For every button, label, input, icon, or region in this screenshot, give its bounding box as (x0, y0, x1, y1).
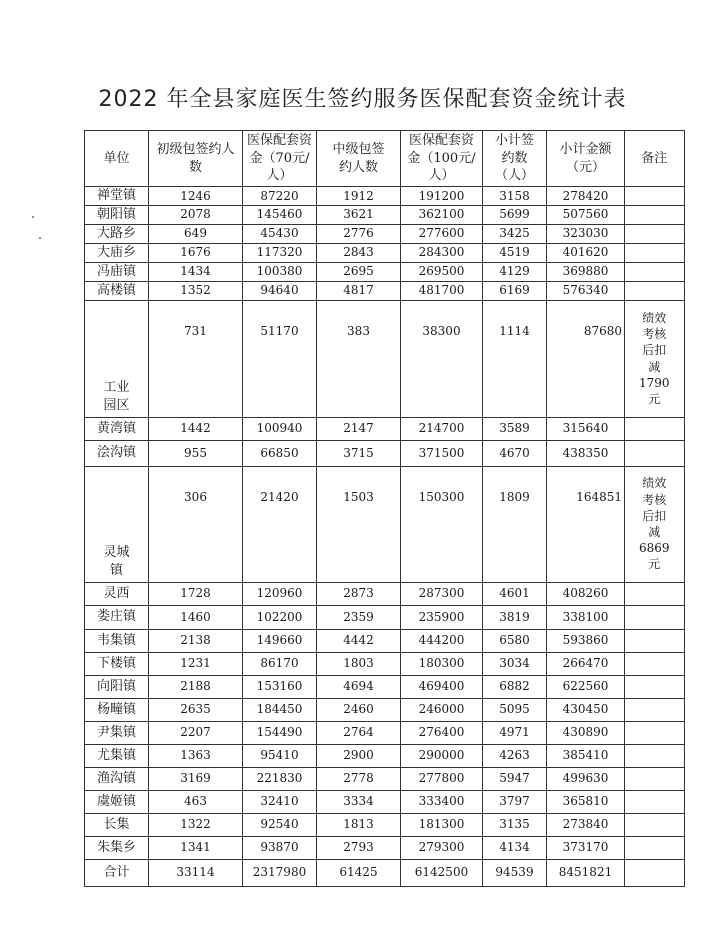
mid-funds-cell: 150300 (401, 466, 483, 582)
subtotal-count-cell: 4601 (483, 582, 547, 605)
scan-speck (32, 216, 34, 218)
primary-funds-cell: 102200 (243, 605, 317, 629)
primary-funds-cell: 86170 (243, 652, 317, 675)
mid-count-cell: 2793 (317, 836, 401, 859)
primary-count-cell: 1352 (149, 281, 243, 300)
unit-cell: 杨疃镇 (85, 698, 149, 721)
subtotal-amount-cell: 365810 (547, 790, 625, 813)
subtotal-amount-cell: 507560 (547, 205, 625, 224)
mid-count-cell: 1813 (317, 813, 401, 836)
page-title: 2022 年全县家庭医生签约服务医保配套资金统计表 (98, 87, 627, 112)
subtotal-amount-cell: 430890 (547, 721, 625, 744)
table-row (85, 224, 685, 243)
mid-count-cell: 2873 (317, 582, 401, 605)
subtotal-count-cell: 6882 (483, 675, 547, 698)
header-subtotal-amount: 小计金额（元） (547, 131, 625, 187)
unit-cell: 大路乡 (85, 224, 149, 243)
mid-funds-cell: 180300 (401, 652, 483, 675)
primary-funds-cell: 94640 (243, 281, 317, 300)
header-note: 备注 (625, 131, 685, 187)
mid-count-cell: 2764 (317, 721, 401, 744)
mid-count-cell: 3334 (317, 790, 401, 813)
note-cell (625, 281, 685, 300)
mid-funds-cell: 284300 (401, 243, 483, 262)
mid-funds-cell: 276400 (401, 721, 483, 744)
unit-cell: 渔沟镇 (85, 767, 149, 790)
note-cell (625, 790, 685, 813)
scan-speck (39, 237, 41, 239)
mid-funds-cell: 277800 (401, 767, 483, 790)
note-cell (625, 767, 685, 790)
unit-cell: 冯庙镇 (85, 262, 149, 281)
primary-count-cell: 463 (149, 790, 243, 813)
mid-count-cell: 2900 (317, 744, 401, 767)
note-cell (625, 417, 685, 440)
mid-funds-cell: 38300 (401, 300, 483, 417)
primary-count-cell: 33114 (149, 859, 243, 886)
mid-funds-cell: 481700 (401, 281, 483, 300)
table-row (85, 582, 685, 605)
mid-funds-cell: 279300 (401, 836, 483, 859)
table-row (85, 813, 685, 836)
unit-cell: 黄湾镇 (85, 417, 149, 440)
header-subtotal-count: 小计签约数（人） (483, 131, 547, 187)
primary-funds-cell: 154490 (243, 721, 317, 744)
mid-funds-cell: 444200 (401, 629, 483, 652)
subtotal-amount-cell: 438350 (547, 440, 625, 466)
subtotal-amount-cell: 430450 (547, 698, 625, 721)
subtotal-count-cell: 6169 (483, 281, 547, 300)
subtotal-count-cell: 5699 (483, 205, 547, 224)
subtotal-count-cell: 4670 (483, 440, 547, 466)
subtotal-amount-cell: 87680 (547, 300, 625, 417)
primary-count-cell: 955 (149, 440, 243, 466)
primary-funds-cell: 153160 (243, 675, 317, 698)
subtotal-count-cell: 3589 (483, 417, 547, 440)
subtotal-amount-cell: 369880 (547, 262, 625, 281)
table-row (85, 300, 685, 417)
subtotal-count-cell: 3034 (483, 652, 547, 675)
subtotal-count-cell: 94539 (483, 859, 547, 886)
mid-funds-cell: 235900 (401, 605, 483, 629)
unit-cell: 虞姬镇 (85, 790, 149, 813)
primary-count-cell: 1728 (149, 582, 243, 605)
mid-count-cell: 1912 (317, 187, 401, 206)
primary-count-cell: 1231 (149, 652, 243, 675)
unit-cell: 工业园区 (85, 300, 149, 417)
primary-funds-cell: 2317980 (243, 859, 317, 886)
table-row (85, 605, 685, 629)
primary-funds-cell: 45430 (243, 224, 317, 243)
note-cell (625, 187, 685, 206)
primary-count-cell: 1442 (149, 417, 243, 440)
primary-funds-cell: 100380 (243, 262, 317, 281)
subtotal-amount-cell: 273840 (547, 813, 625, 836)
mid-count-cell: 1503 (317, 466, 401, 582)
subtotal-amount-cell: 408260 (547, 582, 625, 605)
unit-cell: 韦集镇 (85, 629, 149, 652)
primary-funds-cell: 32410 (243, 790, 317, 813)
mid-funds-cell: 469400 (401, 675, 483, 698)
table-row (85, 629, 685, 652)
note-cell (625, 721, 685, 744)
subtotal-amount-cell: 401620 (547, 243, 625, 262)
subtotal-amount-cell: 385410 (547, 744, 625, 767)
table-row (85, 262, 685, 281)
table-row (85, 205, 685, 224)
subtotal-amount-cell: 576340 (547, 281, 625, 300)
subtotal-amount-cell: 499630 (547, 767, 625, 790)
note-cell (625, 836, 685, 859)
subtotal-count-cell: 1809 (483, 466, 547, 582)
note-cell (625, 440, 685, 466)
mid-funds-cell: 333400 (401, 790, 483, 813)
primary-count-cell: 1363 (149, 744, 243, 767)
subtotal-amount-cell: 593860 (547, 629, 625, 652)
primary-count-cell: 2207 (149, 721, 243, 744)
mid-funds-cell: 191200 (401, 187, 483, 206)
header-primary-funds: 医保配套资金（70元/人） (243, 131, 317, 187)
unit-cell: 浍沟镇 (85, 440, 149, 466)
note-cell (625, 813, 685, 836)
table-row (85, 790, 685, 813)
primary-count-cell: 1460 (149, 605, 243, 629)
mid-count-cell: 2776 (317, 224, 401, 243)
mid-count-cell: 4817 (317, 281, 401, 300)
primary-count-cell: 2078 (149, 205, 243, 224)
note-cell (625, 629, 685, 652)
unit-cell: 下楼镇 (85, 652, 149, 675)
primary-funds-cell: 95410 (243, 744, 317, 767)
unit-cell: 娄庄镇 (85, 605, 149, 629)
unit-cell: 朱集乡 (85, 836, 149, 859)
note-cell (625, 243, 685, 262)
mid-funds-cell: 277600 (401, 224, 483, 243)
primary-count-cell: 1676 (149, 243, 243, 262)
primary-count-cell: 1341 (149, 836, 243, 859)
mid-count-cell: 2359 (317, 605, 401, 629)
primary-funds-cell: 117320 (243, 243, 317, 262)
mid-funds-cell: 287300 (401, 582, 483, 605)
primary-funds-cell: 87220 (243, 187, 317, 206)
unit-cell: 灵西 (85, 582, 149, 605)
unit-cell: 尤集镇 (85, 744, 149, 767)
subtotal-count-cell: 1114 (483, 300, 547, 417)
subtotal-amount-cell: 164851 (547, 466, 625, 582)
mid-funds-cell: 290000 (401, 744, 483, 767)
note-cell (625, 205, 685, 224)
subtotal-count-cell: 6580 (483, 629, 547, 652)
primary-funds-cell: 66850 (243, 440, 317, 466)
mid-count-cell: 2695 (317, 262, 401, 281)
unit-cell: 大庙乡 (85, 243, 149, 262)
subtotal-count-cell: 4263 (483, 744, 547, 767)
table-row (85, 243, 685, 262)
primary-funds-cell: 51170 (243, 300, 317, 417)
note-cell: 绩效考核后扣减6869元 (625, 466, 685, 582)
note-cell (625, 744, 685, 767)
mid-funds-cell: 181300 (401, 813, 483, 836)
note-cell (625, 224, 685, 243)
table-row (85, 417, 685, 440)
note-cell (625, 859, 685, 886)
note-cell (625, 652, 685, 675)
subtotal-count-cell: 5947 (483, 767, 547, 790)
primary-funds-cell: 21420 (243, 466, 317, 582)
subtotal-amount-cell: 266470 (547, 652, 625, 675)
table-row (85, 675, 685, 698)
mid-count-cell: 383 (317, 300, 401, 417)
subtotal-count-cell: 5095 (483, 698, 547, 721)
primary-count-cell: 306 (149, 466, 243, 582)
subtotal-count-cell: 3158 (483, 187, 547, 206)
subtotal-amount-cell: 278420 (547, 187, 625, 206)
subtotal-count-cell: 4971 (483, 721, 547, 744)
subtotal-amount-cell: 315640 (547, 417, 625, 440)
primary-funds-cell: 145460 (243, 205, 317, 224)
funds-table (84, 130, 685, 887)
unit-cell: 合计 (85, 859, 149, 886)
subtotal-amount-cell: 338100 (547, 605, 625, 629)
table-row (85, 187, 685, 206)
note-cell (625, 582, 685, 605)
subtotal-count-cell: 3819 (483, 605, 547, 629)
table-row (85, 836, 685, 859)
mid-count-cell: 4694 (317, 675, 401, 698)
header-primary-count: 初级包签约人数 (149, 131, 243, 187)
mid-funds-cell: 246000 (401, 698, 483, 721)
table-row (85, 652, 685, 675)
table-row (85, 744, 685, 767)
header-unit: 单位 (85, 131, 149, 187)
unit-cell: 高楼镇 (85, 281, 149, 300)
note-cell: 绩效考核后扣减1790元 (625, 300, 685, 417)
primary-funds-cell: 184450 (243, 698, 317, 721)
subtotal-count-cell: 4519 (483, 243, 547, 262)
subtotal-count-cell: 3797 (483, 790, 547, 813)
subtotal-count-cell: 3425 (483, 224, 547, 243)
subtotal-amount-cell: 373170 (547, 836, 625, 859)
header-row (85, 131, 685, 187)
primary-funds-cell: 120960 (243, 582, 317, 605)
mid-funds-cell: 362100 (401, 205, 483, 224)
subtotal-amount-cell: 323030 (547, 224, 625, 243)
table-row (85, 767, 685, 790)
primary-funds-cell: 100940 (243, 417, 317, 440)
mid-count-cell: 3715 (317, 440, 401, 466)
subtotal-amount-cell: 8451821 (547, 859, 625, 886)
table-row (85, 859, 685, 886)
mid-count-cell: 2843 (317, 243, 401, 262)
primary-count-cell: 2635 (149, 698, 243, 721)
table-row (85, 281, 685, 300)
mid-funds-cell: 6142500 (401, 859, 483, 886)
table-row (85, 440, 685, 466)
subtotal-count-cell: 4129 (483, 262, 547, 281)
mid-count-cell: 2460 (317, 698, 401, 721)
primary-count-cell: 731 (149, 300, 243, 417)
mid-count-cell: 2147 (317, 417, 401, 440)
note-cell (625, 675, 685, 698)
primary-count-cell: 1434 (149, 262, 243, 281)
note-cell (625, 262, 685, 281)
mid-funds-cell: 371500 (401, 440, 483, 466)
note-cell (625, 605, 685, 629)
mid-count-cell: 3621 (317, 205, 401, 224)
subtotal-count-cell: 3135 (483, 813, 547, 836)
unit-cell: 向阳镇 (85, 675, 149, 698)
mid-count-cell: 2778 (317, 767, 401, 790)
primary-count-cell: 2188 (149, 675, 243, 698)
mid-funds-cell: 269500 (401, 262, 483, 281)
primary-count-cell: 2138 (149, 629, 243, 652)
unit-cell: 灵城镇 (85, 466, 149, 582)
unit-cell: 禅堂镇 (85, 187, 149, 206)
primary-funds-cell: 92540 (243, 813, 317, 836)
unit-cell: 朝阳镇 (85, 205, 149, 224)
primary-funds-cell: 93870 (243, 836, 317, 859)
primary-count-cell: 1322 (149, 813, 243, 836)
mid-count-cell: 61425 (317, 859, 401, 886)
mid-funds-cell: 214700 (401, 417, 483, 440)
table-row (85, 721, 685, 744)
primary-funds-cell: 149660 (243, 629, 317, 652)
subtotal-count-cell: 4134 (483, 836, 547, 859)
table-row (85, 466, 685, 582)
note-cell (625, 698, 685, 721)
header-mid-count: 中级包签约人数 (317, 131, 401, 187)
table-row (85, 698, 685, 721)
mid-count-cell: 4442 (317, 629, 401, 652)
primary-count-cell: 1246 (149, 187, 243, 206)
header-mid-funds: 医保配套资金（100元/人） (401, 131, 483, 187)
unit-cell: 长集 (85, 813, 149, 836)
primary-count-cell: 649 (149, 224, 243, 243)
unit-cell: 尹集镇 (85, 721, 149, 744)
primary-count-cell: 3169 (149, 767, 243, 790)
primary-funds-cell: 221830 (243, 767, 317, 790)
mid-count-cell: 1803 (317, 652, 401, 675)
subtotal-amount-cell: 622560 (547, 675, 625, 698)
